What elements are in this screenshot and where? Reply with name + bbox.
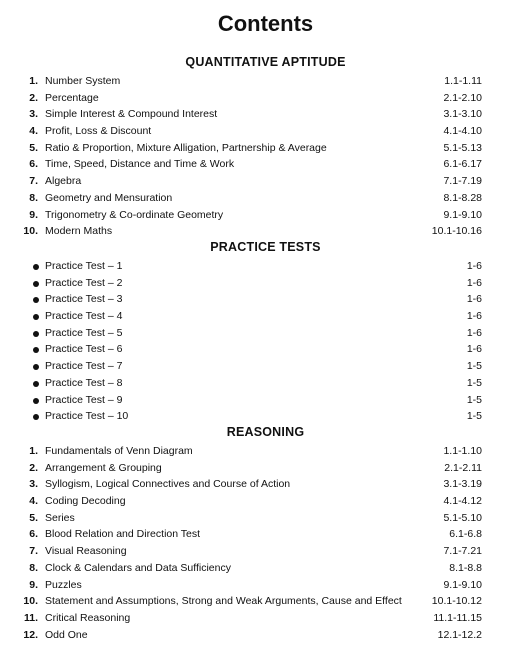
entry-pages: 9.1-9.10 <box>443 208 482 221</box>
toc-entry[interactable] <box>0 123 531 140</box>
entry-pages: 1-6 <box>466 343 482 356</box>
entry-title: Algebra <box>45 175 82 188</box>
entry-title: Puzzles <box>45 578 82 591</box>
toc-entry[interactable] <box>0 106 531 123</box>
toc-entry[interactable] <box>0 392 531 409</box>
toc-entry[interactable] <box>0 207 531 224</box>
entry-number: 2. <box>29 91 38 104</box>
entry-title: Blood Relation and Direction Test <box>45 528 201 541</box>
entry-pages: 4.1-4.10 <box>443 125 482 138</box>
toc-entry[interactable] <box>0 275 531 292</box>
bullet-icon <box>33 314 39 320</box>
entry-title: Practice Test – 4 <box>45 310 123 323</box>
entry-title: Odd One <box>45 628 88 641</box>
entry-title: Clock & Calendars and Data Sufficiency <box>45 561 231 574</box>
entry-title: Practice Test – 5 <box>45 326 123 339</box>
entry-pages: 1-5 <box>466 410 482 423</box>
reasoning-list <box>0 443 531 643</box>
entry-title: Practice Test – 6 <box>45 343 123 356</box>
toc-entry[interactable] <box>0 73 531 90</box>
toc-entry[interactable] <box>0 223 531 240</box>
entry-number: 11. <box>23 611 38 624</box>
toc-entry[interactable] <box>0 190 531 207</box>
entry-title: Practice Test – 8 <box>45 376 123 389</box>
entry-pages: 8.1-8.28 <box>443 191 482 204</box>
entry-title: Ratio & Proportion, Mixture Alligation, Partnership & Average <box>45 141 327 154</box>
toc-entry[interactable] <box>0 325 531 342</box>
entry-pages: 1-6 <box>466 310 482 323</box>
entry-title: Practice Test – 1 <box>45 260 123 272</box>
toc-entry[interactable] <box>0 577 531 594</box>
practice-tests-list <box>0 258 531 425</box>
toc-entry[interactable] <box>0 443 531 460</box>
entry-title: Simple Interest & Compound Interest <box>45 108 218 121</box>
toc-entry[interactable] <box>0 476 531 493</box>
entry-pages: 1-6 <box>466 276 482 289</box>
entry-number: 1. <box>29 75 38 87</box>
bullet-icon <box>33 264 39 270</box>
entry-number: 7. <box>29 175 38 188</box>
toc-entry[interactable] <box>0 460 531 477</box>
entry-number: 4. <box>29 125 38 138</box>
entry-pages: 1-6 <box>466 260 482 272</box>
entry-number: 10. <box>23 595 38 608</box>
entry-pages: 8.1-8.8 <box>449 561 482 574</box>
entry-number: 3. <box>29 478 38 491</box>
entry-title: Time, Speed, Distance and Time & Work <box>45 158 235 171</box>
toc-entry[interactable] <box>0 341 531 358</box>
entry-number: 5. <box>29 141 38 154</box>
entry-pages: 2.1-2.10 <box>443 91 482 104</box>
entry-pages: 3.1-3.10 <box>443 108 482 121</box>
entry-number: 3. <box>29 108 38 121</box>
toc-entry[interactable] <box>0 358 531 375</box>
entry-title: Coding Decoding <box>45 495 126 508</box>
entry-pages: 2.1-2.11 <box>444 461 482 474</box>
entry-number: 6. <box>29 528 38 541</box>
entry-title: Profit, Loss & Discount <box>45 125 152 138</box>
entry-number: 4. <box>29 495 38 508</box>
entry-pages: 6.1-6.8 <box>449 528 482 541</box>
entry-number: 7. <box>29 545 38 558</box>
section-heading-reasoning: REASONING <box>226 425 305 439</box>
entry-title: Geometry and Mensuration <box>45 191 173 204</box>
bullet-icon <box>33 347 39 353</box>
toc-entry[interactable] <box>0 493 531 510</box>
toc-entry[interactable] <box>0 140 531 157</box>
toc-entry[interactable] <box>0 173 531 190</box>
entry-pages: 9.1-9.10 <box>443 578 482 591</box>
entry-title: Critical Reasoning <box>45 611 131 624</box>
quantitative-aptitude-list <box>0 73 531 240</box>
section-heading-practice-tests: PRACTICE TESTS <box>210 240 321 254</box>
page-title: Contents <box>217 11 314 36</box>
entry-pages: 10.1-10.12 <box>431 595 482 608</box>
entry-pages: 4.1-4.12 <box>443 495 482 508</box>
entry-title: Practice Test – 7 <box>45 360 123 373</box>
bullet-icon <box>33 281 39 287</box>
bullet-icon <box>33 381 39 387</box>
entry-pages: 5.1-5.13 <box>443 141 482 154</box>
entry-title: Fundamentals of Venn Diagram <box>45 445 193 457</box>
entry-pages: 1-5 <box>466 376 482 389</box>
entry-title: Practice Test – 10 <box>45 410 129 423</box>
toc-entry[interactable] <box>0 560 531 577</box>
entry-title: Syllogism, Logical Connectives and Course of Action <box>45 478 291 491</box>
entry-title: Modern Maths <box>45 225 113 238</box>
entry-pages: 1.1-1.11 <box>444 75 482 87</box>
entry-pages: 1-5 <box>466 393 482 406</box>
entry-title: Trigonometry & Co-ordinate Geometry <box>45 208 224 221</box>
entry-number: 9. <box>29 208 38 221</box>
entry-title: Series <box>45 511 75 524</box>
toc-entry[interactable] <box>0 610 531 627</box>
entry-pages: 7.1-7.19 <box>443 175 482 188</box>
entry-number: 8. <box>29 561 38 574</box>
entry-title: Number System <box>45 75 121 87</box>
entry-title: Percentage <box>45 91 99 104</box>
entry-title: Statement and Assumptions, Strong and Weak Arguments, Cause and Effect <box>45 595 402 608</box>
bullet-icon <box>33 364 39 370</box>
entry-number: 2. <box>29 461 38 474</box>
entry-pages: 1.1-1.10 <box>443 445 482 457</box>
toc-entry[interactable] <box>0 90 531 107</box>
toc-entry[interactable] <box>0 408 531 425</box>
toc-entry[interactable] <box>0 627 531 644</box>
entry-number: 10. <box>23 225 38 238</box>
bullet-icon <box>33 331 39 337</box>
section-heading-quantitative-aptitude: QUANTITATIVE APTITUDE <box>185 55 346 69</box>
entry-title: Practice Test – 3 <box>45 293 123 306</box>
entry-number: 8. <box>29 191 38 204</box>
toc-entry[interactable] <box>0 375 531 392</box>
entry-pages: 7.1-7.21 <box>443 545 482 558</box>
toc-entry[interactable] <box>0 308 531 325</box>
entry-pages: 12.1-12.2 <box>437 628 482 641</box>
entry-pages: 1-6 <box>466 326 482 339</box>
entry-pages: 1-6 <box>466 293 482 306</box>
toc-entry[interactable] <box>0 593 531 610</box>
entry-title: Practice Test – 9 <box>45 393 123 406</box>
entry-pages: 10.1-10.16 <box>431 225 482 238</box>
entry-number: 6. <box>29 158 38 171</box>
entry-pages: 11.1-11.15 <box>433 611 482 624</box>
entry-pages: 6.1-6.17 <box>443 158 482 171</box>
entry-number: 12. <box>23 628 38 641</box>
bullet-icon <box>33 414 39 420</box>
toc-entry[interactable] <box>0 543 531 560</box>
bullet-icon <box>33 398 39 404</box>
entry-number: 5. <box>29 511 38 524</box>
bullet-icon <box>33 297 39 303</box>
entry-pages: 1-5 <box>466 360 482 373</box>
entry-title: Practice Test – 2 <box>45 276 123 289</box>
toc-entry[interactable] <box>0 526 531 543</box>
entry-number: 9. <box>29 578 38 591</box>
toc-entry[interactable] <box>0 258 531 275</box>
entry-pages: 5.1-5.10 <box>443 511 482 524</box>
entry-number: 1. <box>29 445 38 457</box>
entry-pages: 3.1-3.19 <box>443 478 482 491</box>
toc-entry[interactable] <box>0 291 531 308</box>
toc-entry[interactable] <box>0 156 531 173</box>
toc-entry[interactable] <box>0 510 531 527</box>
entry-title: Arrangement & Grouping <box>45 461 162 474</box>
entry-title: Visual Reasoning <box>45 545 127 558</box>
